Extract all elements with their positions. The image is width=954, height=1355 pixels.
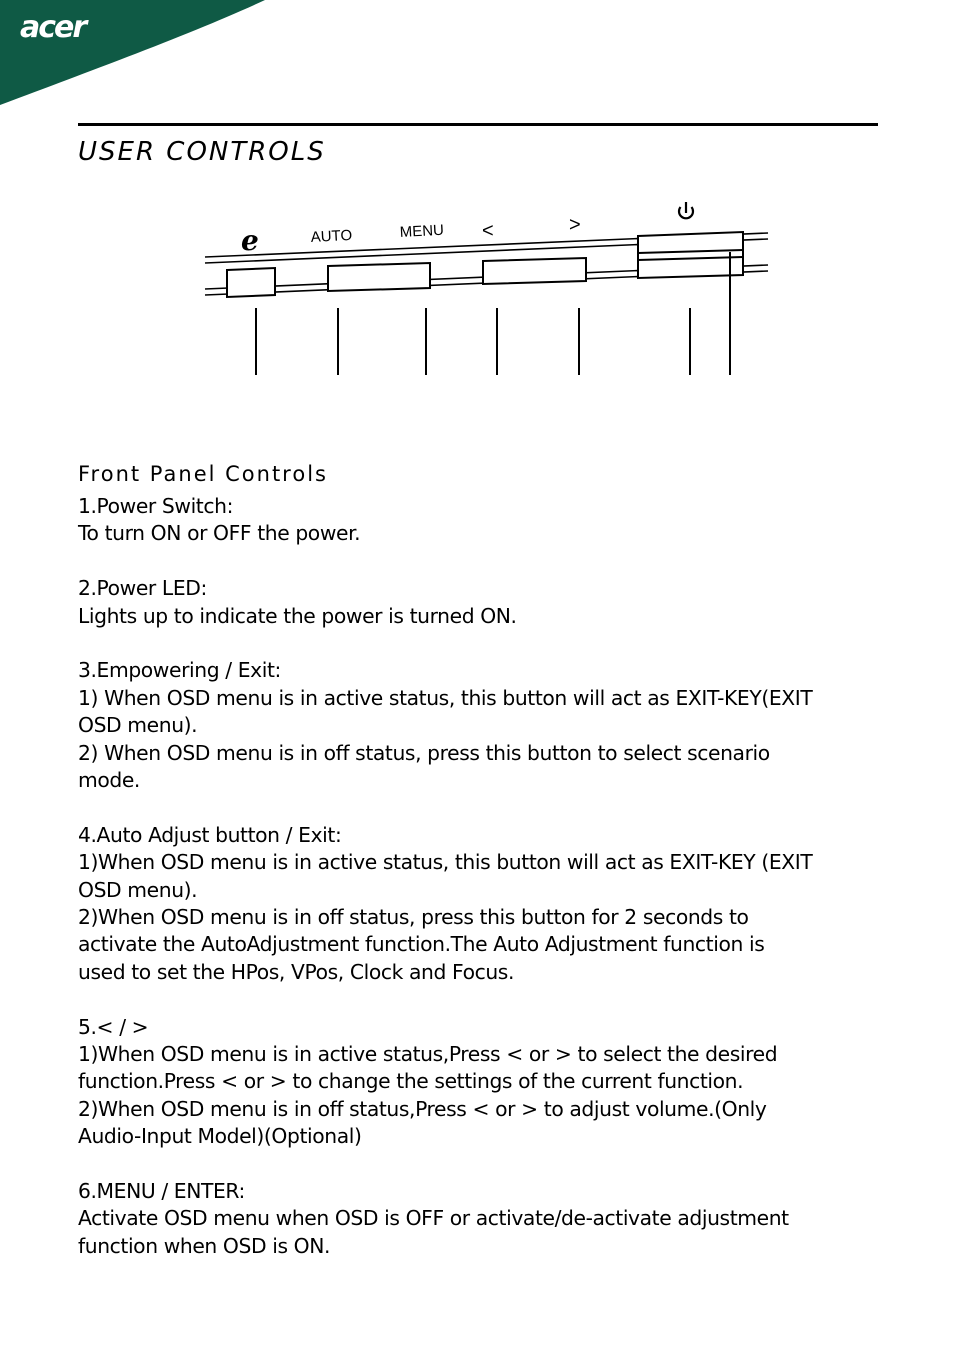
item-line: OSD menu). (78, 713, 198, 738)
power-button-shape (638, 232, 743, 278)
item-line: Lights up to indicate the power is turned ON. (78, 603, 517, 628)
controls-list (78, 493, 878, 1288)
control-item-power-switch (78, 493, 878, 548)
e-label: e (241, 224, 259, 257)
item-line: OSD menu). (78, 877, 198, 902)
acer-logo: acer (20, 10, 86, 45)
item-line: 2)When OSD menu is in off status, press this button for 2 seconds to (78, 905, 749, 930)
auto-label: AUTO (310, 226, 353, 246)
empowering-button-shape (227, 268, 275, 297)
item-line: Activate OSD menu when OSD is OFF or activate/de-activate adjustment (78, 1206, 789, 1231)
front-panel-diagram (200, 195, 780, 385)
item-line: used to set the HPos, VPos, Clock and Focus. (78, 959, 514, 984)
item-line: 1)When OSD menu is in active status, this button will act as EXIT-KEY (EXIT (78, 850, 813, 875)
item-heading: 3.Empowering / Exit: (78, 658, 281, 683)
item-heading: 1.Power Switch: (78, 494, 234, 518)
item-line: mode. (78, 768, 140, 793)
auto-button-shape (328, 263, 430, 291)
power-icon (679, 202, 693, 218)
item-line: Audio-Input Model)(Optional) (78, 1124, 362, 1149)
left-arrow-label: < (482, 220, 494, 242)
right-arrow-label: > (569, 214, 581, 236)
item-line: function when OSD is ON. (78, 1233, 331, 1258)
item-line: 2) When OSD menu is in off status, press this button to select scenario (78, 740, 770, 765)
header-rule (78, 123, 878, 126)
item-heading: 2.Power LED: (78, 576, 207, 601)
item-line: 1)When OSD menu is in active status,Press < or > to select the desired (78, 1042, 778, 1067)
item-heading: 5.< / > (78, 1014, 149, 1039)
item-line: To turn ON or OFF the power. (78, 521, 361, 546)
control-item-auto-adjust (78, 822, 878, 986)
section-title: Front Panel Controls (78, 462, 328, 486)
menu-label: MENU (399, 221, 445, 241)
item-line: 1) When OSD menu is in active status, this button will act as EXIT-KEY(EXIT (78, 685, 813, 710)
control-item-arrows (78, 1014, 878, 1151)
control-item-empowering (78, 657, 878, 794)
page-title: USER CONTROLS (78, 137, 326, 167)
item-heading: 4.Auto Adjust button / Exit: (78, 822, 342, 847)
item-line: function.Press < or > to change the settings of the current function. (78, 1069, 744, 1094)
arrow-buttons-shape (483, 258, 586, 284)
control-item-power-led (78, 575, 878, 630)
item-line: activate the AutoAdjustment function.The Auto Adjustment function is (78, 932, 765, 957)
control-item-menu-enter (78, 1178, 878, 1260)
item-heading: 6.MENU / ENTER: (78, 1179, 245, 1204)
item-line: 2)When OSD menu is in off status,Press < or > to adjust volume.(Only (78, 1096, 767, 1121)
